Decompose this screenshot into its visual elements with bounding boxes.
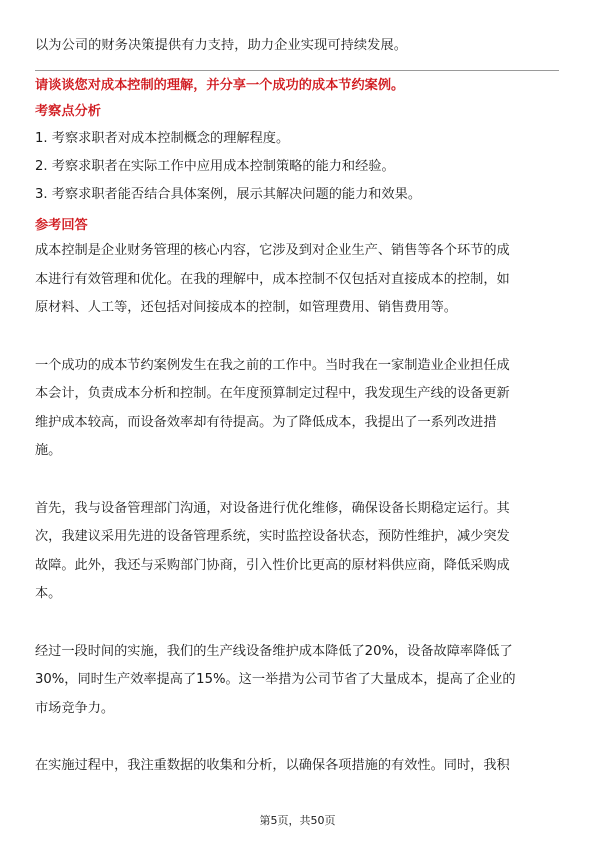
- answer-title: 参考回答: [35, 218, 88, 233]
- analysis-list: [35, 125, 559, 209]
- answer-paragraph: [35, 638, 559, 724]
- paragraph-line: 本进行有效管理和优化。在我的理解中，成本控制不仅包括对直接成本的控制，如: [35, 271, 510, 287]
- paragraph-gap: [35, 723, 559, 752]
- intro-line: 以为公司的财务决策提供有力支持，助力企业实现可持续发展。: [35, 38, 408, 53]
- paragraph-line: 首先，我与设备管理部门沟通，对设备进行优化维修，确保设备长期稳定运行。其: [35, 500, 510, 516]
- paragraph-line: 在实施过程中，我注重数据的收集和分析，以确保各项措施的有效性。同时，我积: [35, 758, 510, 773]
- page-content: [35, 33, 559, 781]
- analysis-item: 3. 考察求职者能否结合具体案例，展示其解决问题的能力和效果。: [35, 187, 422, 202]
- paragraph-line: 本会计，负责成本分析和控制。在年度预算制定过程中，我发现生产线的设备更新: [35, 386, 510, 401]
- answer-paragraph: [35, 752, 559, 781]
- paragraph-line: 故障。此外，我还与采购部门协商，引入性价比更高的原材料供应商，降低采购成: [35, 557, 510, 573]
- answer-paragraph: [35, 495, 559, 609]
- paragraph-gap: [35, 466, 559, 495]
- paragraph-line: 市场竞争力。: [35, 700, 115, 716]
- paragraph-line: 维护成本较高，而设备效率却有待提高。为了降低成本，我提出了一系列改进措: [35, 414, 497, 430]
- paragraph-gap: [35, 609, 559, 638]
- analysis-title: 考察点分析: [35, 104, 101, 119]
- paragraph-line: 经过一段时间的实施，我们的生产线设备维护成本降低了20%，设备故障率降低了: [35, 643, 513, 659]
- answer-paragraph: [35, 237, 559, 323]
- paragraph-gap: [35, 323, 559, 352]
- question-heading: 请谈谈您对成本控制的理解，并分享一个成功的成本节约案例。: [35, 78, 405, 93]
- paragraph-line: 30%，同时生产效率提高了15%。这一举措为公司节省了大量成本，提高了企业的: [35, 672, 516, 687]
- paragraph-line: 本。: [35, 586, 62, 601]
- paragraph-line: 施。: [35, 443, 62, 458]
- paragraph-line: 一个成功的成本节约案例发生在我之前的工作中。当时我在一家制造业企业担任成: [35, 357, 510, 373]
- answer-paragraph: [35, 352, 559, 466]
- section-divider: [35, 70, 559, 71]
- paragraph-line: 次，我建议采用先进的设备管理系统，实时监控设备状态，预防性维护，减少突发: [35, 529, 510, 544]
- page-footer: 第5页，共50页: [259, 814, 336, 827]
- paragraph-line: 原材料、人工等，还包括对间接成本的控制，如管理费用、销售费用等。: [35, 300, 457, 315]
- analysis-item: 1. 考察求职者对成本控制概念的理解程度。: [35, 131, 290, 146]
- analysis-item: 2. 考察求职者在实际工作中应用成本控制策略的能力和经验。: [35, 159, 395, 174]
- paragraph-line: 成本控制是企业财务管理的核心内容，它涉及到对企业生产、销售等各个环节的成: [35, 243, 510, 258]
